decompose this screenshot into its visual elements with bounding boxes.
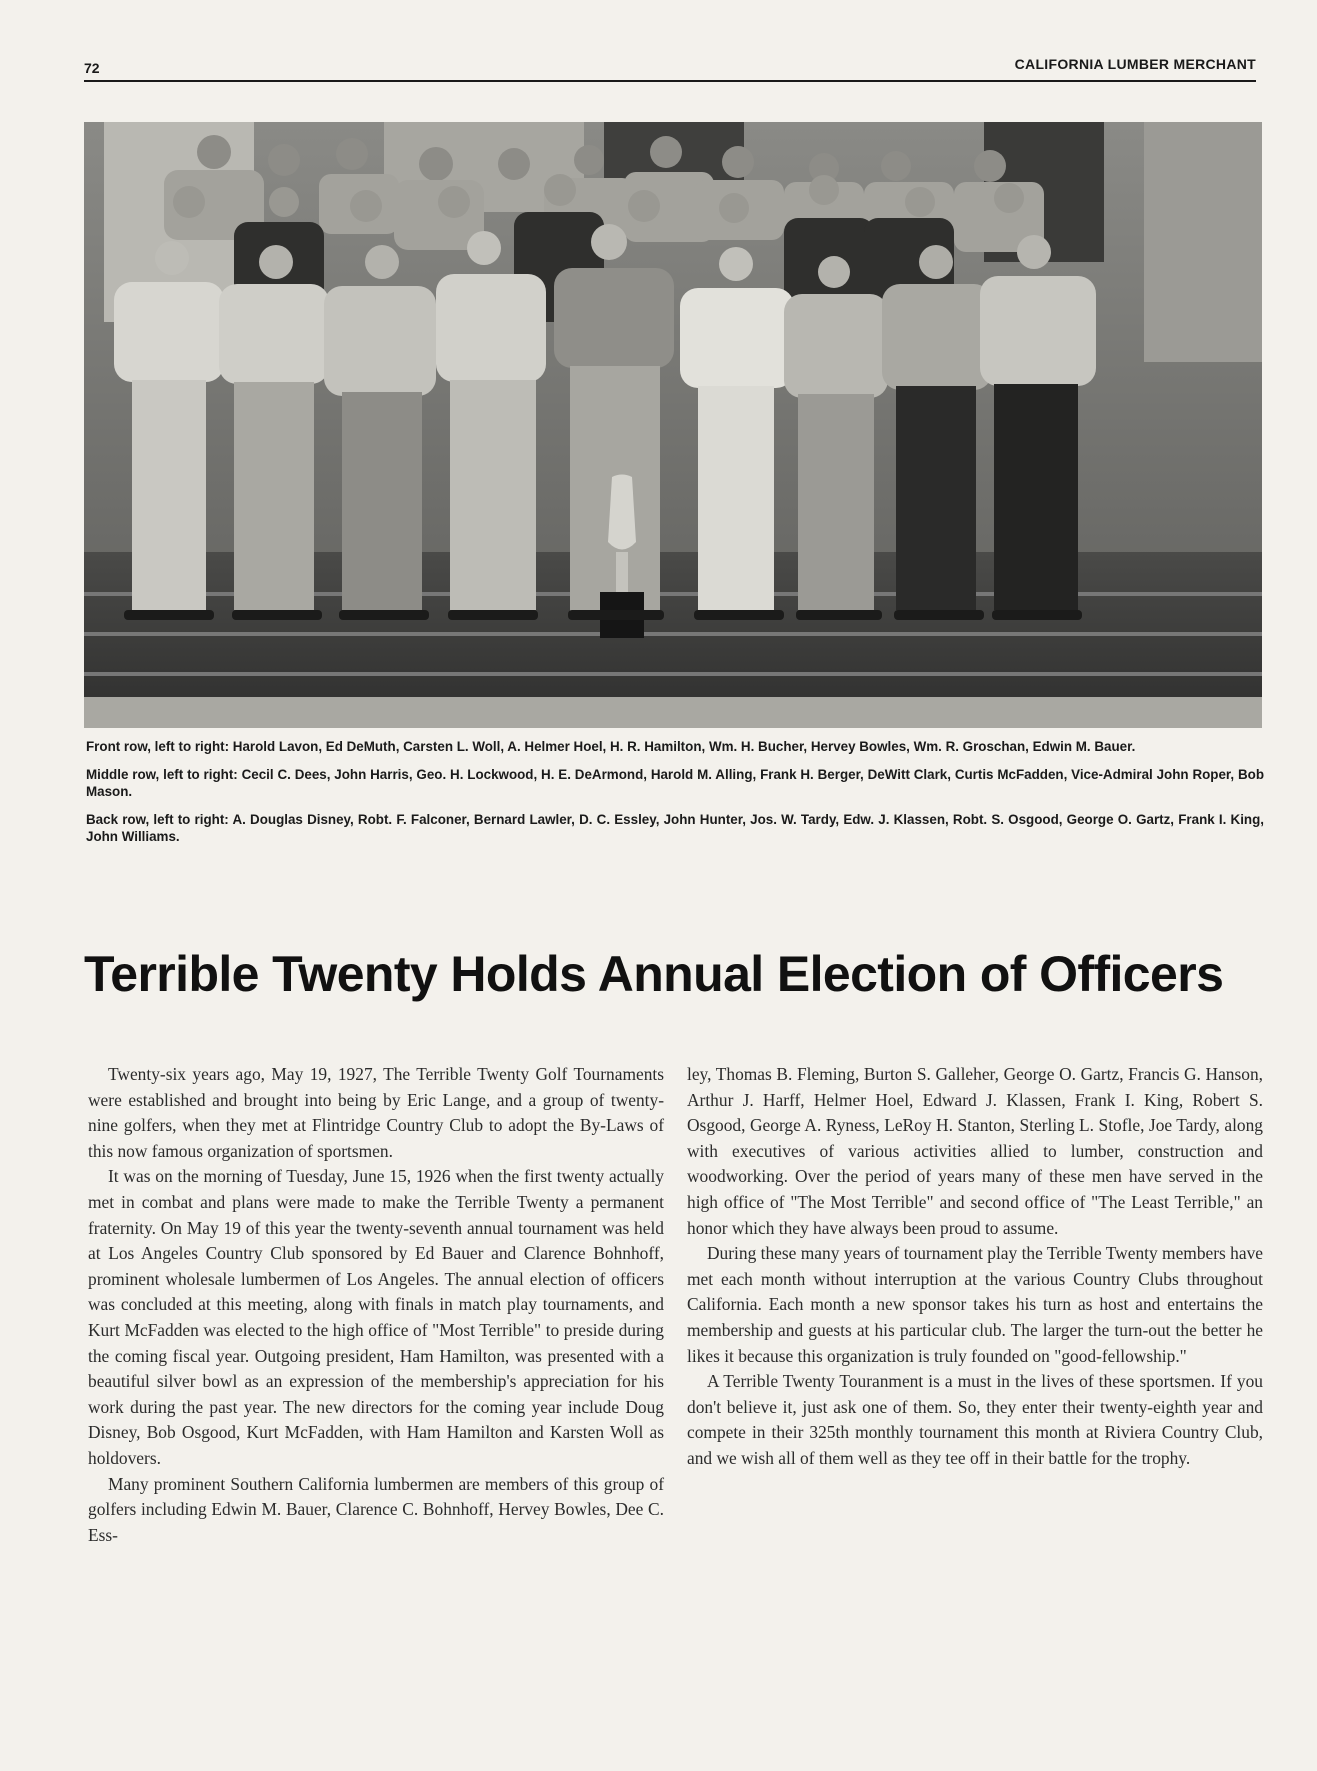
article-paragraph: A Terrible Twenty Touranment is a must in the lives of these sportsmen. If you don't believe it, just ask one of them. So, they enter their twenty-eighth year and compete in their 325th monthly tournament this month at Riviera Country Club, and we wish all of them well as they tee off in their battle for the trophy. <box>687 1371 1263 1468</box>
article-paragraph: During these many years of tournament play the Terrible Twenty members have met each month without interruption at the various Country Clubs throughout California. Each month a new sponsor takes his turn as host and entertains the membership and guests at his particular club. The larger the turn-out the better he likes it because this organization is truly founded on "good-fellowship." <box>687 1243 1263 1366</box>
article-paragraph: Twenty-six years ago, May 19, 1927, The Terrible Twenty Golf Tournaments were established and brought into being by Eric Lange, and a group of twenty-nine golfers, when they met at Flintridge Country Club to adopt the By-Laws of this now famous organization of sportsmen. <box>88 1064 664 1161</box>
article-paragraph: It was on the morning of Tuesday, June 15, 1926 when the first twenty actually met in combat and plans were made to make the Terrible Twenty a permanent fraternity. On May 19 of this year the twenty-seventh annual tournament was held at Los Angeles Country Club sponsored by Ed Bauer and Clarence Bohnhoff, prominent wholesale lumbermen of Los Angeles. The annual election of officers was concluded at this meeting, along with finals in match play tournaments, and Kurt McFadden was elected to the high office of "Most Terrible" to preside during the coming fiscal year. Outgoing president, Ham Hamilton, was presented with a beautiful silver bowl as an expression of the membership's appreciation for his work during the past year. The new directors for the coming year include Doug Disney, Bob Osgood, Kurt McFadden, with Ham Hamilton and Karsten Woll as holdovers. <box>88 1166 664 1468</box>
page-header <box>84 54 1256 82</box>
article-headline: Terrible Twenty Holds Annual Election of Officers <box>84 946 1224 1002</box>
caption-middle-row: Middle row, left to right: Cecil C. Dees, John Harris, Geo. H. Lockwood, H. E. DeArmond, Harold M. Alling, Frank H. Berger, DeWitt Clark, Curtis McFadden, Vice-Admiral John Roper, Bob Mason. <box>86 767 1264 799</box>
caption-back-row: Back row, left to right: A. Douglas Disney, Robt. F. Falconer, Bernard Lawler, D. C. Essley, John Hunter, Jos. W. Tardy, Edw. J. Klassen, Robt. S. Osgood, George O. Gartz, Frank I. King, John Williams. <box>86 812 1264 844</box>
article-column-left <box>88 1062 664 1548</box>
photo-captions <box>86 738 1264 856</box>
article-column-right <box>687 1062 1263 1472</box>
article-paragraph: ley, Thomas B. Fleming, Burton S. Galleher, George O. Gartz, Francis G. Hanson, Arthur J. Harff, Helmer Hoel, Edward J. Klassen, Frank I. King, Robert S. Osgood, George A. Ryness, LeRoy H. Stanton, Sterling L. Stofle, Joe Tardy, along with executives of various activities allied to lumber, construction and woodworking. Over the period of years many of these men have served in the high office of "The Most Terrible" and second office of "The Least Terrible," an honor which they have always been proud to assume. <box>687 1064 1263 1238</box>
group-photo <box>84 122 1262 728</box>
caption-front-row: Front row, left to right: Harold Lavon, Ed DeMuth, Carsten L. Woll, A. Helmer Hoel, H. R. Hamilton, Wm. H. Bucher, Hervey Bowles, Wm. R. Groschan, Edwin M. Bauer. <box>86 739 1136 754</box>
page-number: 72 <box>84 60 100 76</box>
publication-title: CALIFORNIA LUMBER MERCHANT <box>1014 56 1256 72</box>
article-paragraph: Many prominent Southern California lumbermen are members of this group of golfers including Edwin M. Bauer, Clarence C. Bohnhoff, Hervey Bowles, Dee C. Ess- <box>88 1473 664 1545</box>
